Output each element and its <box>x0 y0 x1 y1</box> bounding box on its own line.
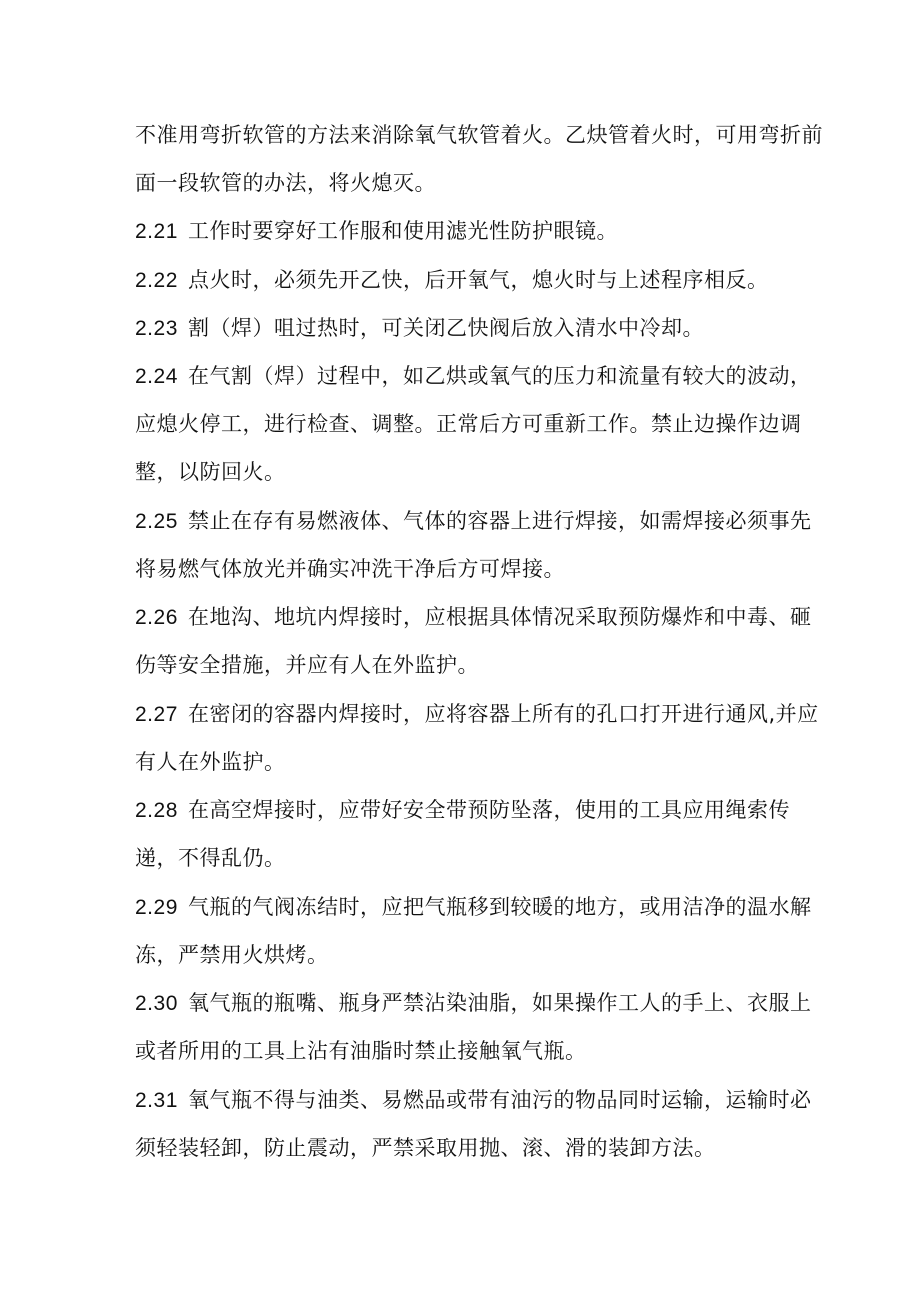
item-2-27 <box>135 700 819 729</box>
item-number: 2.26 <box>135 606 178 629</box>
item-2-29 <box>135 893 812 922</box>
item-text: 割（焊）咀过热时，可关闭乙快阀后放入清水中冷却。 <box>188 316 704 340</box>
item-text: 禁止在存有易燃液体、气体的容器上进行焊接，如需焊接必须事先 <box>188 509 812 533</box>
item-number: 2.31 <box>135 1089 178 1112</box>
item-2-29-cont: 冻，严禁用火烘烤。 <box>135 943 329 967</box>
item-number: 2.29 <box>135 896 178 919</box>
intro-line-2: 面一段软管的办法，将火熄灭。 <box>135 171 436 195</box>
item-number: 2.25 <box>135 510 178 533</box>
item-2-24-cont: 整，以防回火。 <box>135 460 286 484</box>
item-2-21 <box>135 217 618 246</box>
item-2-31-cont: 须轻装轻卸，防止震动，严禁采取用抛、滚、滑的装卸方法。 <box>135 1136 716 1160</box>
item-2-24 <box>135 362 812 391</box>
item-number: 2.24 <box>135 365 178 388</box>
item-number: 2.28 <box>135 799 178 822</box>
item-2-26-cont: 伤等安全措施，并应有人在外监护。 <box>135 653 479 677</box>
item-2-30 <box>135 989 812 1018</box>
item-text: 气瓶的气阀冻结时，应把气瓶移到较暖的地方，或用洁净的温水解 <box>188 895 812 919</box>
item-2-24-cont: 应熄火停工，进行检查、调整。正常后方可重新工作。禁止边操作边调 <box>135 412 802 436</box>
item-text: 在密闭的容器内焊接时，应将容器上所有的孔口打开进行通风,并应 <box>188 702 819 726</box>
item-text: 氧气瓶的瓶嘴、瓶身严禁沾染油脂，如果操作工人的手上、衣服上 <box>188 991 812 1015</box>
item-text: 在地沟、地坑内焊接时，应根据具体情况采取预防爆炸和中毒、砸 <box>188 605 812 629</box>
item-number: 2.21 <box>135 220 178 243</box>
item-2-28-cont: 递，不得乱仍。 <box>135 846 286 870</box>
item-2-26 <box>135 603 812 632</box>
item-text: 点火时，必须先开乙快，后开氧气，熄火时与上述程序相反。 <box>188 268 769 292</box>
item-2-25 <box>135 507 812 536</box>
item-2-27-cont: 有人在外监护。 <box>135 750 286 774</box>
item-number: 2.22 <box>135 269 178 292</box>
item-2-31 <box>135 1086 812 1115</box>
item-number: 2.27 <box>135 703 178 726</box>
item-2-25-cont: 将易燃气体放光并确实冲洗干净后方可焊接。 <box>135 557 565 581</box>
item-2-30-cont: 或者所用的工具上沾有油脂时禁止接触氧气瓶。 <box>135 1039 587 1063</box>
item-text: 在气割（焊）过程中，如乙烘或氧气的压力和流量有较大的波动， <box>188 364 812 388</box>
item-2-23 <box>135 314 704 343</box>
item-2-22 <box>135 266 769 295</box>
intro-line-1: 不准用弯折软管的方法来消除氧气软管着火。乙炔管着火时，可用弯折前 <box>135 123 823 147</box>
item-text: 氧气瓶不得与油类、易燃品或带有油污的物品同时运输，运输时必 <box>188 1088 812 1112</box>
item-number: 2.30 <box>135 992 178 1015</box>
item-text: 在高空焊接时，应带好安全带预防坠落，使用的工具应用绳索传 <box>188 798 790 822</box>
item-2-28 <box>135 796 790 825</box>
item-text: 工作时要穿好工作服和使用滤光性防护眼镜。 <box>188 219 618 243</box>
item-number: 2.23 <box>135 317 178 340</box>
